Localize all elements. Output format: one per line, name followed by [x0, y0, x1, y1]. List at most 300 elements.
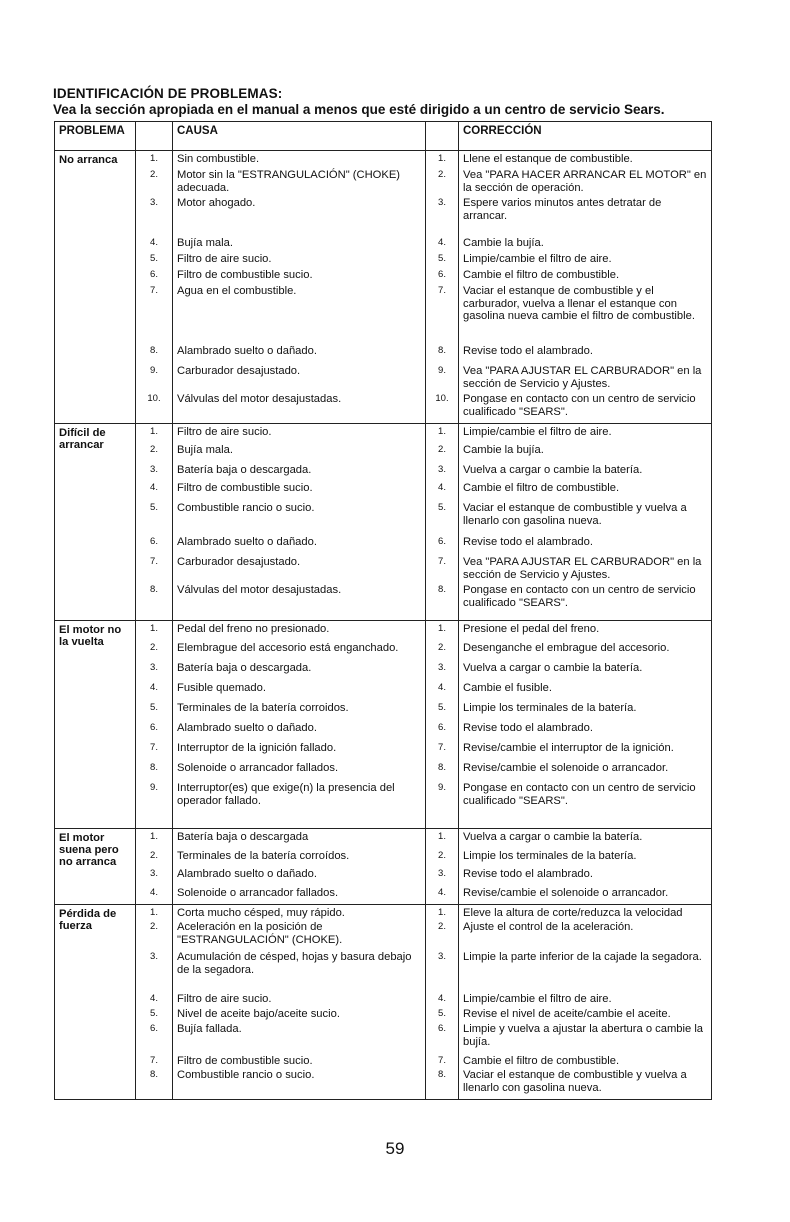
correction-text-value: Cambie el fusible. — [463, 682, 552, 694]
cause-text-value: Filtro de aire sucio. — [177, 253, 272, 265]
cause-text — [177, 850, 421, 868]
correction-number — [426, 482, 458, 502]
cause-text-value: Alambrado suelto o dañado. — [177, 868, 317, 880]
correction-text-value: Desenganche el embrague del accesorio. — [463, 642, 670, 654]
cause-number — [136, 536, 172, 556]
cause-number — [136, 253, 172, 269]
cause-text — [177, 762, 421, 782]
cause-text — [177, 623, 421, 642]
cause-number-value: 7. — [150, 1055, 158, 1066]
correction-number — [426, 1069, 458, 1099]
correction-number-value: 2. — [438, 169, 446, 180]
correction-text-value: Limpie y vuelva a ajustar la abertura o cambie la bujía. — [463, 1023, 704, 1048]
correction-text-value: Cambie el filtro de combustible. — [463, 1055, 620, 1067]
cause-number-value: 4. — [150, 887, 158, 898]
correction-text-value: Presione el pedal del freno. — [463, 623, 600, 635]
cause-number-column — [136, 621, 173, 829]
correction-text — [463, 482, 707, 502]
correction-text — [463, 850, 707, 868]
correction-text — [463, 887, 707, 904]
correction-number-value: 3. — [438, 951, 446, 962]
cause-number — [136, 782, 172, 828]
cause-number — [136, 584, 172, 620]
correction-number-value: 6. — [438, 269, 446, 280]
cause-text-value: Batería baja o descargada. — [177, 662, 312, 674]
cause-number-value: 9. — [150, 782, 158, 793]
cause-number-value: 8. — [150, 1069, 158, 1080]
cause-number-column — [136, 905, 173, 1100]
cause-text-value: Carburador desajustado. — [177, 556, 301, 568]
cause-text — [177, 642, 421, 662]
correction-number-value: 7. — [438, 1055, 446, 1066]
cause-number — [136, 850, 172, 868]
correction-text-value: Vea "PARA AJUSTAR EL CARBURADOR" en la sección de Servicio y Ajustes. — [463, 365, 702, 390]
cause-text-value: Alambrado suelto o dañado. — [177, 722, 317, 734]
correction-text — [463, 907, 707, 921]
correction-number — [426, 722, 458, 742]
correction-number — [426, 702, 458, 722]
correction-number — [426, 237, 458, 253]
correction-text — [463, 464, 707, 482]
correction-text-column — [459, 424, 712, 621]
cause-number — [136, 762, 172, 782]
cause-number — [136, 742, 172, 762]
correction-text — [463, 742, 707, 762]
correction-number — [426, 1008, 458, 1023]
correction-number-value: 1. — [438, 426, 446, 437]
correction-text-value: Limpie la parte inferior de la cajade la segadora. — [463, 951, 702, 963]
cause-text-column — [173, 621, 426, 829]
correction-text — [463, 1069, 707, 1099]
correction-number-value: 5. — [438, 502, 446, 513]
correction-number — [426, 742, 458, 762]
cause-text-value: Válvulas del motor desajustadas. — [177, 584, 342, 596]
correction-number — [426, 444, 458, 464]
correction-number — [426, 556, 458, 584]
cause-number — [136, 993, 172, 1008]
problem-label: Difícil de arrancar — [55, 424, 136, 621]
cause-number-value: 8. — [150, 584, 158, 595]
correction-text-value: Pongase en contacto con un centro de servicio cualificado "SEARS". — [463, 782, 696, 807]
problem-label: No arranca — [55, 151, 136, 424]
cause-text-value: Válvulas del motor desajustadas. — [177, 393, 342, 405]
correction-text — [463, 237, 707, 253]
correction-number-value: 8. — [438, 345, 446, 356]
cause-number-value: 4. — [150, 993, 158, 1004]
correction-text — [463, 1008, 707, 1023]
header-problem: PROBLEMA — [55, 122, 136, 151]
cause-number-value: 3. — [150, 662, 158, 673]
correction-number-value: 5. — [438, 1008, 446, 1019]
cause-text-column — [173, 905, 426, 1100]
cause-text — [177, 1008, 421, 1023]
header-cause: CAUSA — [173, 122, 426, 151]
correction-number-value: 2. — [438, 850, 446, 861]
correction-text-value: Revise todo el alambrado. — [463, 868, 593, 880]
cause-number-value: 6. — [150, 536, 158, 547]
correction-number-value: 9. — [438, 365, 446, 376]
cause-text-value: Bujía fallada. — [177, 1023, 242, 1035]
correction-number — [426, 993, 458, 1008]
cause-number — [136, 153, 172, 169]
cause-text-value: Bujía mala. — [177, 237, 233, 249]
correction-number-value: 7. — [438, 742, 446, 753]
page-subtitle: Vea la sección apropiada en el manual a menos que esté dirigido a un centro de servicio Sears. — [53, 102, 665, 117]
correction-number-value: 8. — [438, 1069, 446, 1080]
cause-number — [136, 393, 172, 423]
cause-text — [177, 1055, 421, 1069]
cause-number-value: 8. — [150, 762, 158, 773]
correction-number-value: 8. — [438, 584, 446, 595]
cause-text-value: Interruptor(es) que exige(n) la presencia del operador fallado. — [177, 782, 395, 807]
cause-number-value: 1. — [150, 831, 158, 842]
correction-number-column — [426, 424, 459, 621]
cause-number-value: 3. — [150, 951, 158, 962]
cause-number-value: 1. — [150, 623, 158, 634]
table-header-row — [55, 122, 712, 151]
cause-text-value: Acumulación de césped, hojas y basura debajo de la segadora. — [177, 951, 412, 976]
cause-text — [177, 536, 421, 556]
correction-number — [426, 951, 458, 993]
correction-text — [463, 921, 707, 951]
cause-text-value: Corta mucho césped, muy rápido. — [177, 907, 345, 919]
correction-number — [426, 907, 458, 921]
problem-section — [55, 905, 712, 1100]
correction-number — [426, 345, 458, 365]
correction-text — [463, 868, 707, 887]
cause-text — [177, 426, 421, 444]
cause-number-value: 9. — [150, 365, 158, 376]
cause-text — [177, 237, 421, 253]
cause-number — [136, 1069, 172, 1099]
cause-text — [177, 831, 421, 850]
cause-text — [177, 782, 421, 828]
correction-text — [463, 393, 707, 423]
cause-number-value: 7. — [150, 556, 158, 567]
correction-number-value: 3. — [438, 197, 446, 208]
cause-number — [136, 831, 172, 850]
cause-number — [136, 365, 172, 393]
correction-text — [463, 536, 707, 556]
cause-text-value: Bujía mala. — [177, 444, 233, 456]
correction-text — [463, 993, 707, 1008]
correction-number — [426, 642, 458, 662]
cause-text — [177, 197, 421, 237]
correction-number-column — [426, 151, 459, 424]
correction-number-value: 1. — [438, 907, 446, 918]
correction-text-value: Revise el nivel de aceite/cambie el aceite. — [463, 1008, 671, 1020]
cause-number-value: 3. — [150, 868, 158, 879]
cause-text-value: Motor ahogado. — [177, 197, 256, 209]
cause-number — [136, 623, 172, 642]
correction-text — [463, 831, 707, 850]
correction-number — [426, 850, 458, 868]
cause-text-value: Filtro de combustible sucio. — [177, 482, 313, 494]
correction-text — [463, 702, 707, 722]
correction-text-value: Revise todo el alambrado. — [463, 536, 593, 548]
cause-text — [177, 169, 421, 197]
cause-text — [177, 444, 421, 464]
correction-text — [463, 345, 707, 365]
cause-text — [177, 482, 421, 502]
cause-number-value: 5. — [150, 502, 158, 513]
correction-text-column — [459, 621, 712, 829]
cause-number — [136, 169, 172, 197]
correction-text — [463, 1023, 707, 1055]
cause-number-column — [136, 151, 173, 424]
cause-text-value: Terminales de la batería corroidos. — [177, 702, 349, 714]
correction-number-value: 5. — [438, 253, 446, 264]
correction-number-column — [426, 829, 459, 905]
cause-number-value: 1. — [150, 426, 158, 437]
cause-text — [177, 502, 421, 536]
correction-text — [463, 642, 707, 662]
cause-number-value: 8. — [150, 345, 158, 356]
cause-text-value: Batería baja o descargada. — [177, 464, 312, 476]
problem-section — [55, 829, 712, 905]
cause-text — [177, 907, 421, 921]
correction-number-value: 3. — [438, 464, 446, 475]
correction-number-value: 4. — [438, 482, 446, 493]
cause-number-value: 2. — [150, 642, 158, 653]
cause-text — [177, 393, 421, 423]
troubleshooting-table — [54, 121, 712, 1100]
cause-number — [136, 426, 172, 444]
correction-text — [463, 365, 707, 393]
cause-number-value: 6. — [150, 1023, 158, 1034]
correction-number — [426, 868, 458, 887]
cause-number-value: 10. — [147, 393, 161, 404]
correction-number-value: 4. — [438, 237, 446, 248]
correction-number-value: 9. — [438, 782, 446, 793]
correction-number-value: 6. — [438, 536, 446, 547]
correction-number-value: 2. — [438, 444, 446, 455]
correction-text-value: Limpie/cambie el filtro de aire. — [463, 993, 612, 1005]
cause-text — [177, 742, 421, 762]
correction-text — [463, 722, 707, 742]
problem-label: Pérdida de fuerza — [55, 905, 136, 1100]
cause-text-value: Sin combustible. — [177, 153, 260, 165]
cause-text — [177, 921, 421, 951]
cause-text — [177, 556, 421, 584]
problem-section — [55, 151, 712, 424]
correction-text-value: Limpie los terminales de la batería. — [463, 850, 637, 862]
correction-text — [463, 426, 707, 444]
cause-text-value: Motor sin la "ESTRANGULACIÓN" (CHOKE) adecuada. — [177, 169, 401, 194]
problem-section — [55, 621, 712, 829]
correction-text — [463, 269, 707, 285]
correction-number-value: 6. — [438, 1023, 446, 1034]
cause-text-value: Combustible rancio o sucio. — [177, 502, 315, 514]
correction-number — [426, 365, 458, 393]
cause-text — [177, 993, 421, 1008]
correction-text-value: Cambie el filtro de combustible. — [463, 269, 620, 281]
cause-text-value: Aceleración en la posición de "ESTRANGULACIÓN" (CHOKE). — [177, 921, 343, 946]
cause-text-value: Pedal del freno no presionado. — [177, 623, 330, 635]
correction-text — [463, 584, 707, 620]
correction-number — [426, 153, 458, 169]
cause-number-value: 3. — [150, 464, 158, 475]
cause-text — [177, 269, 421, 285]
cause-number — [136, 1008, 172, 1023]
correction-number-value: 6. — [438, 722, 446, 733]
problem-section — [55, 424, 712, 621]
correction-text-column — [459, 905, 712, 1100]
correction-number-value: 1. — [438, 623, 446, 634]
correction-number-value: 4. — [438, 682, 446, 693]
cause-number-column — [136, 829, 173, 905]
cause-text-value: Alambrado suelto o dañado. — [177, 345, 317, 357]
correction-text-value: Cambie la bujía. — [463, 237, 544, 249]
cause-text — [177, 722, 421, 742]
cause-text-column — [173, 424, 426, 621]
problem-label: El motor no la vuelta — [55, 621, 136, 829]
correction-text — [463, 623, 707, 642]
cause-number — [136, 662, 172, 682]
cause-number-value: 7. — [150, 285, 158, 296]
cause-text — [177, 464, 421, 482]
cause-number-value: 7. — [150, 742, 158, 753]
correction-text-value: Revise todo el alambrado. — [463, 345, 593, 357]
correction-number — [426, 662, 458, 682]
header-cause-number — [136, 122, 173, 151]
correction-text-value: Limpie los terminales de la batería. — [463, 702, 637, 714]
cause-number — [136, 269, 172, 285]
correction-number-value: 10. — [435, 393, 449, 404]
cause-text — [177, 584, 421, 620]
cause-text-value: Carburador desajustado. — [177, 365, 301, 377]
cause-text-value: Combustible rancio o sucio. — [177, 1069, 315, 1081]
correction-text-column — [459, 829, 712, 905]
page-title: IDENTIFICACIÓN DE PROBLEMAS: — [53, 86, 283, 101]
cause-number — [136, 556, 172, 584]
correction-number — [426, 887, 458, 904]
correction-number — [426, 169, 458, 197]
correction-text-value: Pongase en contacto con un centro de servicio cualificado "SEARS". — [463, 584, 696, 609]
cause-text — [177, 682, 421, 702]
cause-text-value: Solenoide o arrancador fallados. — [177, 762, 339, 774]
header-correction: CORRECCIÓN — [459, 122, 712, 151]
correction-number — [426, 197, 458, 237]
cause-text — [177, 1069, 421, 1099]
cause-text — [177, 153, 421, 169]
correction-number — [426, 682, 458, 702]
correction-number — [426, 831, 458, 850]
correction-text-value: Vuelva a cargar o cambie la batería. — [463, 464, 643, 476]
correction-text-value: Cambie el filtro de combustible. — [463, 482, 620, 494]
correction-number — [426, 393, 458, 423]
correction-text-value: Revise todo el alambrado. — [463, 722, 593, 734]
cause-text — [177, 345, 421, 365]
correction-text — [463, 285, 707, 345]
correction-text — [463, 197, 707, 237]
cause-text-value: Nivel de aceite bajo/aceite sucio. — [177, 1008, 340, 1020]
cause-text-column — [173, 829, 426, 905]
cause-number — [136, 464, 172, 482]
correction-number — [426, 269, 458, 285]
cause-number-value: 5. — [150, 702, 158, 713]
cause-text — [177, 868, 421, 887]
correction-text-value: Llene el estanque de combustible. — [463, 153, 633, 165]
correction-text-value: Pongase en contacto con un centro de servicio cualificado "SEARS". — [463, 393, 696, 418]
correction-number — [426, 623, 458, 642]
correction-text — [463, 502, 707, 536]
correction-text — [463, 782, 707, 828]
correction-number-column — [426, 905, 459, 1100]
correction-text-value: Vaciar el estanque de combustible y vuelva a llenarlo con gasolina nueva. — [463, 1069, 687, 1094]
cause-text-value: Agua en el combustible. — [177, 285, 297, 297]
correction-number-value: 7. — [438, 285, 446, 296]
cause-number-value: 5. — [150, 1008, 158, 1019]
correction-number-value: 3. — [438, 868, 446, 879]
cause-number — [136, 502, 172, 536]
correction-number — [426, 1055, 458, 1069]
cause-text — [177, 951, 421, 993]
table-body — [55, 151, 712, 1100]
correction-text — [463, 762, 707, 782]
correction-text-value: Limpie/cambie el filtro de aire. — [463, 253, 612, 265]
correction-text-value: Cambie la bujía. — [463, 444, 544, 456]
correction-text-column — [459, 151, 712, 424]
cause-text-value: Elembrague del accesorio está enganchado. — [177, 642, 399, 654]
cause-text-value: Alambrado suelto o dañado. — [177, 536, 317, 548]
page-number: 59 — [385, 1139, 405, 1158]
correction-number-value: 7. — [438, 556, 446, 567]
cause-text-column — [173, 151, 426, 424]
cause-text — [177, 365, 421, 393]
cause-text — [177, 285, 421, 345]
cause-text — [177, 1023, 421, 1055]
correction-text-value: Revise/cambie el interruptor de la ignición. — [463, 742, 674, 754]
correction-number-value: 5. — [438, 702, 446, 713]
cause-text-value: Interruptor de la ignición fallado. — [177, 742, 337, 754]
correction-number-value: 3. — [438, 662, 446, 673]
correction-text — [463, 444, 707, 464]
correction-number — [426, 584, 458, 620]
correction-text-value: Vea "PARA HACER ARRANCAR EL MOTOR" en la sección de operación. — [463, 169, 707, 194]
correction-text — [463, 951, 707, 993]
correction-text — [463, 253, 707, 269]
correction-number — [426, 782, 458, 828]
correction-text — [463, 153, 707, 169]
correction-text — [463, 556, 707, 584]
correction-number-value: 2. — [438, 921, 446, 932]
cause-number — [136, 197, 172, 237]
correction-number — [426, 762, 458, 782]
cause-number — [136, 907, 172, 921]
cause-number-value: 2. — [150, 444, 158, 455]
cause-text-value: Terminales de la batería corroídos. — [177, 850, 350, 862]
cause-text-value: Filtro de combustible sucio. — [177, 269, 313, 281]
cause-text-value: Batería baja o descargada — [177, 831, 309, 843]
cause-number-value: 2. — [150, 921, 158, 932]
cause-number — [136, 482, 172, 502]
header-correction-number — [426, 122, 459, 151]
cause-number — [136, 237, 172, 253]
cause-text — [177, 887, 421, 904]
cause-number-value: 2. — [150, 850, 158, 861]
cause-number — [136, 642, 172, 662]
cause-text-value: Filtro de combustible sucio. — [177, 1055, 313, 1067]
correction-text — [463, 662, 707, 682]
cause-text-value: Fusible quemado. — [177, 682, 266, 694]
cause-number-value: 1. — [150, 907, 158, 918]
cause-text-value: Solenoide o arrancador fallados. — [177, 887, 339, 899]
cause-number-value: 6. — [150, 269, 158, 280]
correction-number — [426, 285, 458, 345]
cause-number-value: 2. — [150, 169, 158, 180]
cause-number — [136, 951, 172, 993]
